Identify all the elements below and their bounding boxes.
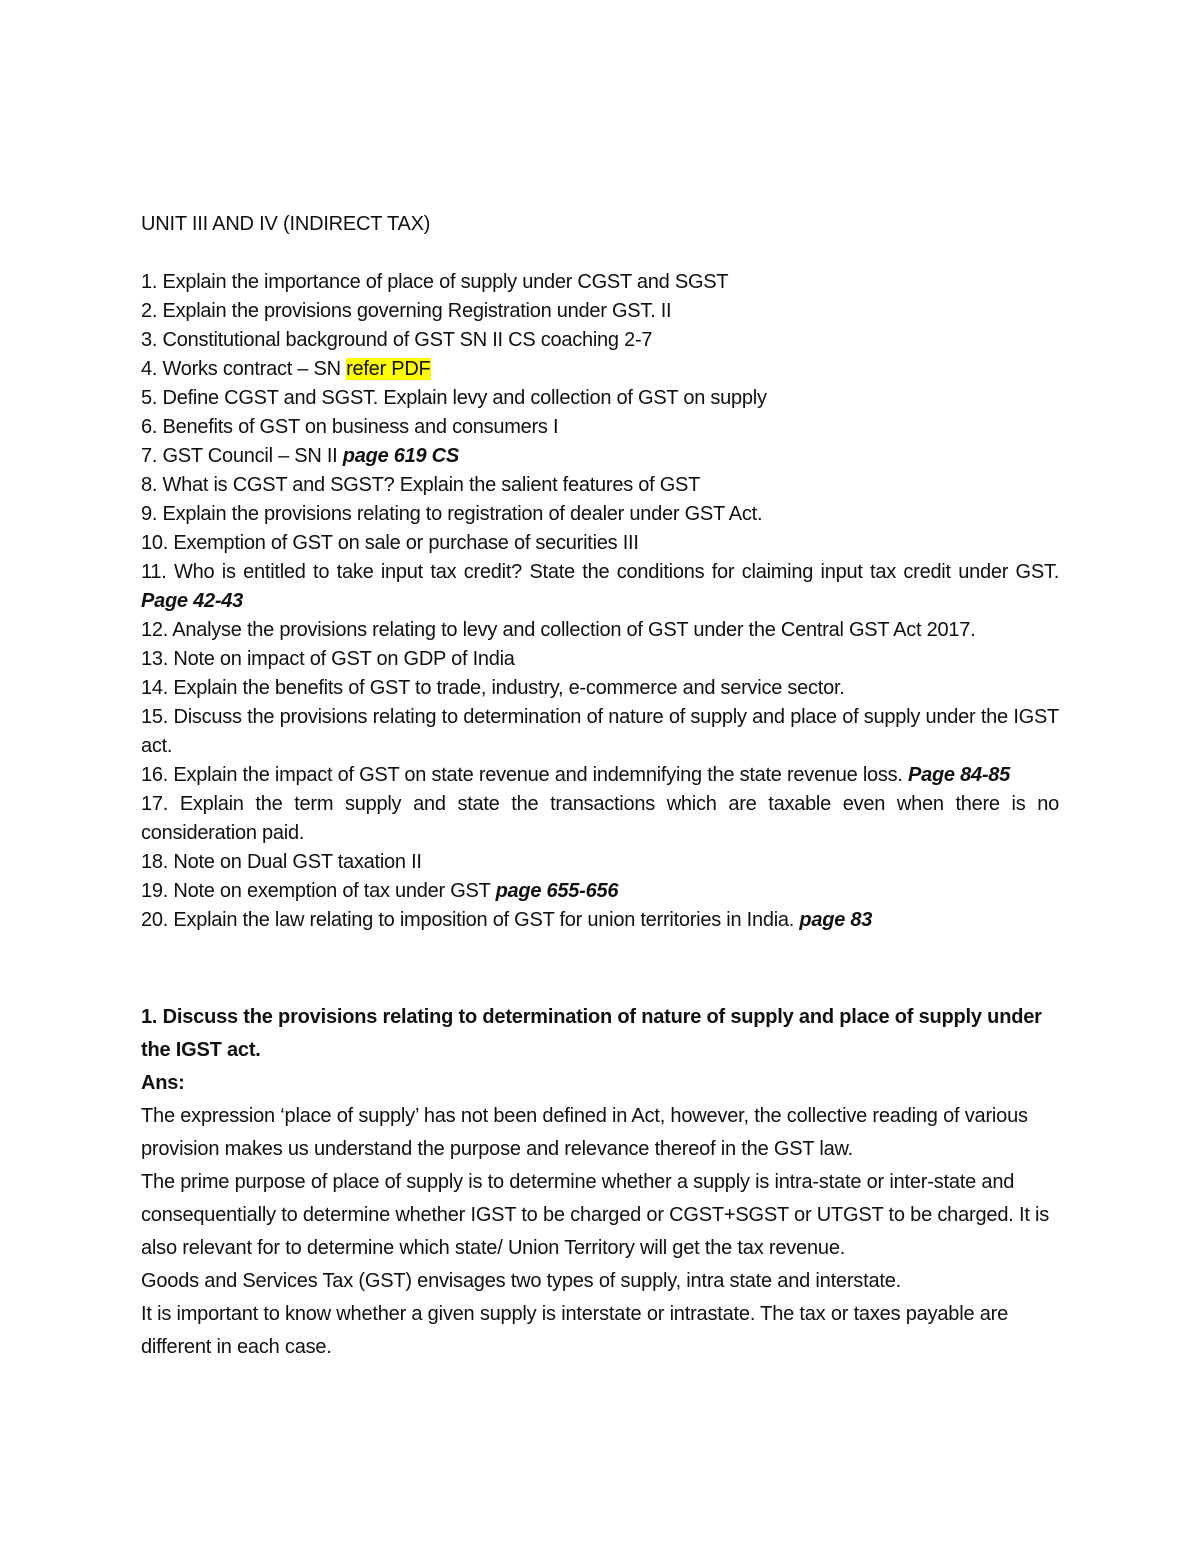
question-text: Who is entitled to take input tax credit? State the conditions for claiming input tax credit under GST. — [174, 561, 1059, 583]
answer-section — [141, 1001, 1059, 1364]
question-number: 8. — [141, 474, 158, 496]
question-item — [141, 761, 1059, 790]
question-item — [141, 906, 1059, 935]
question-number: 17. — [141, 793, 169, 815]
question-text: Explain the law relating to imposition of GST for union territories in India. — [173, 909, 800, 931]
question-item — [141, 558, 1059, 616]
question-item — [141, 355, 1059, 384]
question-number: 6. — [141, 416, 158, 438]
question-number: 9. — [141, 503, 158, 525]
page-reference: page 619 CS — [342, 445, 459, 467]
question-item — [141, 500, 1059, 529]
page-reference: page 655-656 — [495, 880, 619, 902]
question-number: 13. — [141, 648, 169, 670]
question-item — [141, 703, 1059, 761]
question-text: Discuss the provisions relating to determination of nature of supply and place of supply under the IGST act. — [141, 706, 1059, 757]
question-number: 15. — [141, 706, 169, 728]
question-text: Constitutional background of GST SN II CS coaching 2-7 — [162, 329, 653, 351]
question-text: Benefits of GST on business and consumers I — [162, 416, 559, 438]
page-reference: page 83 — [799, 909, 873, 931]
question-item — [141, 384, 1059, 413]
question-text: GST Council – SN II — [162, 445, 343, 467]
question-text: What is CGST and SGST? Explain the salient features of GST — [162, 474, 701, 496]
question-item — [141, 848, 1059, 877]
question-number: 2. — [141, 300, 158, 322]
page-reference: Page 42-43 — [141, 590, 244, 612]
question-item — [141, 268, 1059, 297]
question-number: 3. — [141, 329, 158, 351]
question-list — [141, 268, 1059, 935]
question-number: 18. — [141, 851, 169, 873]
question-text: Explain the provisions relating to registration of dealer under GST Act. — [162, 503, 763, 525]
question-text: Explain the importance of place of supply under CGST and SGST — [162, 271, 729, 293]
question-item — [141, 674, 1059, 703]
question-number: 16. — [141, 764, 169, 786]
question-number: 11. — [141, 561, 167, 583]
question-item — [141, 529, 1059, 558]
question-item — [141, 442, 1059, 471]
highlighted-note: refer PDF — [346, 358, 431, 380]
question-number: 12. — [141, 619, 169, 641]
question-number: 19. — [141, 880, 169, 902]
question-item — [141, 297, 1059, 326]
answer-paragraph: Goods and Services Tax (GST) envisages two types of supply, intra state and interstate. — [141, 1270, 902, 1292]
question-item — [141, 790, 1059, 848]
answer-heading: 1. Discuss the provisions relating to determination of nature of supply and place of supply under the IGST act. — [141, 1006, 1042, 1061]
answer-paragraph: It is important to know whether a given supply is interstate or intrastate. The tax or taxes payable are different in each case. — [141, 1303, 1009, 1358]
question-text: Explain the term supply and state the transactions which are taxable even when there is no consideration paid. — [141, 793, 1059, 844]
question-text: Note on exemption of tax under GST — [173, 880, 496, 902]
answer-label: Ans: — [141, 1072, 185, 1094]
question-text: Define CGST and SGST. Explain levy and collection of GST on supply — [162, 387, 767, 409]
question-number: 4. — [141, 358, 158, 380]
answer-paragraph: The prime purpose of place of supply is to determine whether a supply is intra-state or inter-state and consequentially to determine whether IGST to be charged or CGST+SGST or UTGST to be charged. It is also relevant for to determine which state/ Union Territory will get the tax revenue. — [141, 1171, 1050, 1259]
question-text: Analyse the provisions relating to levy and collection of GST under the Central GST Act 2017. — [172, 619, 976, 641]
question-item — [141, 326, 1059, 355]
question-item — [141, 413, 1059, 442]
question-text: Note on impact of GST on GDP of India — [173, 648, 515, 670]
question-item — [141, 616, 1059, 645]
question-text: Explain the benefits of GST to trade, industry, e-commerce and service sector. — [173, 677, 845, 699]
page-reference: Page 84-85 — [908, 764, 1011, 786]
question-text: Works contract – SN — [162, 358, 347, 380]
question-number: 14. — [141, 677, 169, 699]
question-text: Explain the provisions governing Registration under GST. II — [162, 300, 672, 322]
question-number: 10. — [141, 532, 169, 554]
question-number: 5. — [141, 387, 158, 409]
question-number: 1. — [141, 271, 158, 293]
question-number: 7. — [141, 445, 158, 467]
question-text: Note on Dual GST taxation II — [173, 851, 422, 873]
question-item — [141, 645, 1059, 674]
question-item — [141, 471, 1059, 500]
question-number: 20. — [141, 909, 169, 931]
question-item — [141, 877, 1059, 906]
question-text: Exemption of GST on sale or purchase of securities III — [173, 532, 639, 554]
document-page — [141, 210, 1059, 1364]
question-text: Explain the impact of GST on state revenue and indemnifying the state revenue loss. — [173, 764, 908, 786]
unit-title: UNIT III AND IV (INDIRECT TAX) — [141, 213, 431, 235]
answer-paragraph: The expression ‘place of supply’ has not been defined in Act, however, the collective reading of various provision makes us understand the purpose and relevance thereof in the GST law. — [141, 1105, 1028, 1160]
